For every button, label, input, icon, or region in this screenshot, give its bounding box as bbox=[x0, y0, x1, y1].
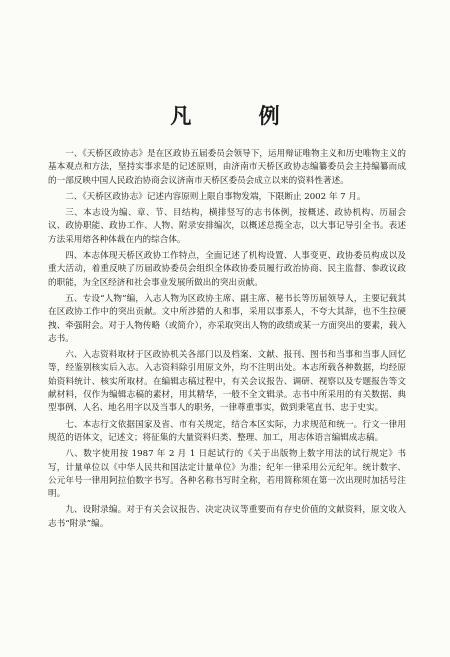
guideline-paragraph-1: 一、《天桥区政协志》是在区政协五届委员会领导下，运用辩证唯物主义和历史唯物主义的基本观点和方法，坚持实事求是的记述原则，由济南市天桥区政协志编纂委员会主持编纂而成的一部反映中国人民政治协商会议济南市天桥区委员会成立以来的资料性著述。 bbox=[48, 149, 406, 186]
guidelines-body bbox=[48, 148, 406, 534]
guideline-paragraph-8: 八、数字使用按 1987 年 2 月 1 日起试行的《关于出版物上数字用法的试行规定》书写，计量单位以《中华人民共和国法定计量单位》为准；纪年一律采用公元纪年。统计数字、公元年号一律用阿拉伯数字书写。各种名称书写时全称，若用简称须在第一次出现时加括号注明。 bbox=[48, 449, 406, 500]
guideline-paragraph-7: 七、本志行文依据国家及省、市有关规定，结合本区实际，力求规范和统一。行文一律用规范的语体文，记述文；将征集的大量资料归类、整理、加工，用志体语言编辑成志稿。 bbox=[48, 419, 406, 443]
page-title: 凡 例 bbox=[170, 103, 310, 128]
guideline-paragraph-4: 四、本志体现天桥区政协工作特点，全面记述了机构设置、人事变更、政协委员构成以及重大活动，着重反映了历届政协委员会组织全体政协委员履行政治协商、民主监督、参政议政的职能，为全区经济和社会事业发展所做出的突出贡献。 bbox=[48, 251, 406, 288]
guideline-paragraph-5: 五、专设“人物”编，入志人物为区政协主席、副主席、秘书长等历届领导人，主要记载其在区政协工作中的突出贡献。文中所涉猎的人和事，采用以事系人，不夸大其辞，也不生拉硬拽、牵强附会。对于人物传略（或简介），亦采取突出人物的政绩或某一方面突出的要素，载入志书。 bbox=[48, 293, 406, 344]
guideline-paragraph-9: 九、设附录编。对于有关会议报告、决定决议等重要而有存史价值的文献资料，原文收入志书“附录”编。 bbox=[48, 505, 406, 529]
guideline-paragraph-2: 二、《天桥区政协志》记述内容原则上限自事物发端，下限断止 2002 年 7 月。 bbox=[65, 191, 366, 202]
guideline-paragraph-3: 三、本志设为编、章、节、目结构，横排竖写的志书体例，按概述、政协机构、历届会议、政协职能、政协工作、人物、附录安排编次，以概述总揽全志，以大事记导引全书。表述方法采用熔各种体裁在内的综合体。 bbox=[48, 208, 406, 245]
guideline-paragraph-6: 六、入志资料取材于区政协机关各部门以及档案、文献、报刊、图书和当事和当事人回忆等，经鉴别核实后入志。入志资料除引用原文外，均不注明出处。本志所载各种数据，均经原始资料统计、核实所取材。在编辑志稿过程中，有关会议报告、调研、视察以及专题报告等文献材料，仅作为编辑志稿的素材，用其精华，一般不全文辑录。志书中所采用的有关数据、典型事例、人名、地名用字以及当事人的职务，一律尊重事实，做到秉笔直书、忠于史实。 bbox=[48, 350, 406, 414]
